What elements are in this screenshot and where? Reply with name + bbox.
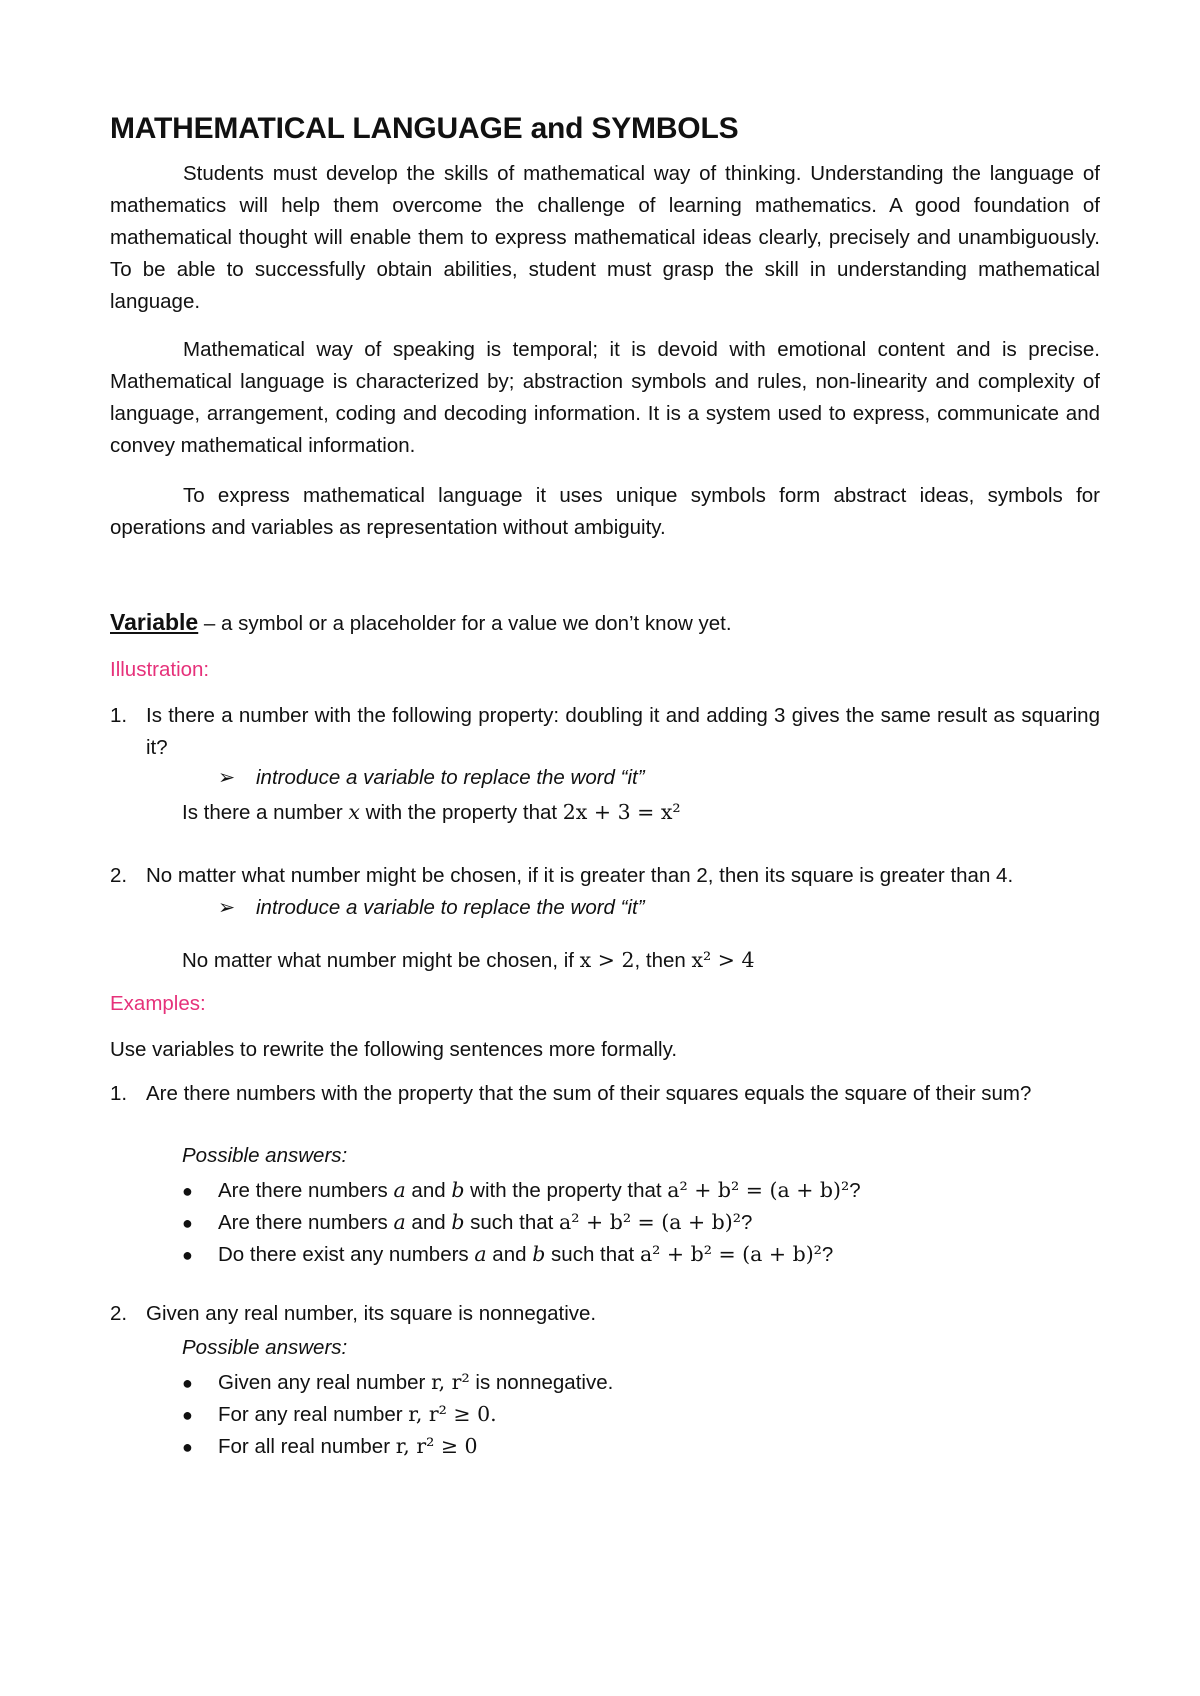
rewrite-1-mid: with the property that bbox=[359, 801, 563, 824]
example-1-answer-2 bbox=[182, 1206, 752, 1239]
answer-text: with the property that bbox=[464, 1179, 668, 1202]
answer-end: ? bbox=[741, 1211, 753, 1234]
answer-text: Do there exist any numbers bbox=[218, 1243, 475, 1266]
answer-math: r, r² ≥ 0 bbox=[395, 1434, 478, 1458]
examples-instruction: Use variables to rewrite the following sentences more formally. bbox=[110, 1038, 678, 1061]
example-2-answer-3 bbox=[182, 1430, 478, 1463]
example-2-answer-2 bbox=[182, 1398, 497, 1431]
answer-equation: a² + b² = (a + b)² bbox=[639, 1242, 822, 1266]
arrow-bullet-icon: ➢ bbox=[218, 766, 236, 789]
answer-text: such that bbox=[545, 1243, 640, 1266]
rewrite-1-prefix: Is there a number bbox=[182, 801, 349, 824]
illustration-heading: Illustration: bbox=[110, 658, 210, 681]
illustration-item-2-hint bbox=[218, 892, 645, 924]
illustration-item-2-number: 2. bbox=[110, 864, 128, 887]
bullet-icon: ● bbox=[182, 1405, 193, 1425]
rewrite-2-conclusion: x² > 4 bbox=[691, 948, 755, 972]
var-b: b bbox=[451, 1210, 465, 1234]
illustration-item-2-text: No matter what number might be chosen, if it is greater than 2, then its square is greater than 4. bbox=[146, 864, 1014, 887]
bullet-icon: ● bbox=[182, 1213, 193, 1233]
illustration-item-1-text: Is there a number with the following property: doubling it and adding 3 gives the same result as squaring it? bbox=[146, 704, 1100, 759]
illustration-item-1-rewrite bbox=[182, 796, 681, 829]
answer-equation: a² + b² = (a + b)² bbox=[559, 1210, 742, 1234]
bullet-icon: ● bbox=[182, 1373, 193, 1393]
example-2-answer-1 bbox=[182, 1366, 613, 1399]
answer-math: r, r² ≥ 0. bbox=[408, 1402, 497, 1426]
intro-paragraph-3-text: To express mathematical language it uses unique symbols form abstract ideas, symbols for operations and variables as representation without ambiguity. bbox=[110, 484, 1100, 539]
rewrite-1-variable: x bbox=[348, 800, 360, 824]
example-1-answer-1 bbox=[182, 1174, 861, 1207]
answer-text: For any real number bbox=[218, 1403, 409, 1426]
variable-definition bbox=[110, 606, 732, 640]
example-item-2-possible-answers: Possible answers: bbox=[182, 1336, 348, 1359]
example-item-1-text: Are there numbers with the property that the sum of their squares equals the square of their sum? bbox=[146, 1082, 1032, 1105]
example-item-1-possible-answers: Possible answers: bbox=[182, 1144, 348, 1167]
var-a: a bbox=[474, 1242, 487, 1266]
bullet-icon: ● bbox=[182, 1181, 193, 1201]
illustration-item-1-hint-text: introduce a variable to replace the word “it” bbox=[256, 766, 645, 789]
page-title: MATHEMATICAL LANGUAGE and SYMBOLS bbox=[110, 112, 739, 145]
answer-text: Are there numbers bbox=[218, 1211, 394, 1234]
answer-end: ? bbox=[849, 1179, 861, 1202]
intro-paragraph-1-text: Students must develop the skills of mathematical way of thinking. Understanding the language of mathematics will help them overcome the challenge of learning mathematics. A good foundation of mathematical thought will enable them to express mathematical ideas clearly, precisely and unambiguously. To be able to successfully obtain abilities, student must grasp the skill in understanding mathematical language. bbox=[110, 162, 1100, 313]
var-b: b bbox=[451, 1178, 465, 1202]
answer-and: and bbox=[486, 1243, 533, 1266]
intro-paragraph-2-text: Mathematical way of speaking is temporal; it is devoid with emotional content and is precise. Mathematical language is characterized by; abstraction symbols and rules, non-linearity and complexity of language, arrangement, coding and decoding information. It is a system used to express, communicate and convey mathematical information. bbox=[110, 338, 1100, 457]
answer-text: Are there numbers bbox=[218, 1179, 394, 1202]
examples-heading: Examples: bbox=[110, 992, 206, 1015]
variable-definition-text: – a symbol or a placeholder for a value we don’t know yet. bbox=[198, 612, 732, 635]
rewrite-2-condition: x > 2 bbox=[579, 948, 635, 972]
var-b: b bbox=[532, 1242, 546, 1266]
bullet-icon: ● bbox=[182, 1245, 193, 1265]
var-a: a bbox=[393, 1178, 406, 1202]
intro-paragraph-3 bbox=[110, 480, 1100, 544]
intro-paragraph-1 bbox=[110, 158, 1100, 318]
example-1-answer-3 bbox=[182, 1238, 833, 1271]
answer-text: Given any real number bbox=[218, 1371, 432, 1394]
answer-text: For all real number bbox=[218, 1435, 396, 1458]
intro-paragraph-2 bbox=[110, 334, 1100, 462]
answer-text: such that bbox=[464, 1211, 560, 1234]
answer-end: ? bbox=[821, 1243, 834, 1266]
answer-text: is nonnegative. bbox=[469, 1371, 614, 1394]
answer-and: and bbox=[405, 1211, 452, 1234]
answer-math: r, r² bbox=[431, 1370, 470, 1394]
illustration-item-2-rewrite bbox=[182, 944, 755, 977]
illustration-item-2-hint-text: introduce a variable to replace the word “it” bbox=[256, 896, 645, 919]
illustration-item-1-number: 1. bbox=[110, 704, 128, 727]
rewrite-1-equation: 2x + 3 = x² bbox=[562, 800, 681, 824]
answer-and: and bbox=[405, 1179, 452, 1202]
example-item-2-number: 2. bbox=[110, 1302, 128, 1325]
illustration-item-1-hint bbox=[218, 762, 645, 794]
example-item-1-number: 1. bbox=[110, 1082, 128, 1105]
example-item-2-text: Given any real number, its square is nonnegative. bbox=[146, 1302, 597, 1325]
arrow-bullet-icon: ➢ bbox=[218, 896, 236, 919]
answer-equation: a² + b² = (a + b)² bbox=[667, 1178, 850, 1202]
bullet-icon: ● bbox=[182, 1437, 193, 1457]
rewrite-2-prefix: No matter what number might be chosen, if bbox=[182, 949, 580, 972]
var-a: a bbox=[393, 1210, 406, 1234]
variable-term: Variable bbox=[110, 609, 199, 635]
rewrite-2-mid: , then bbox=[634, 949, 692, 972]
